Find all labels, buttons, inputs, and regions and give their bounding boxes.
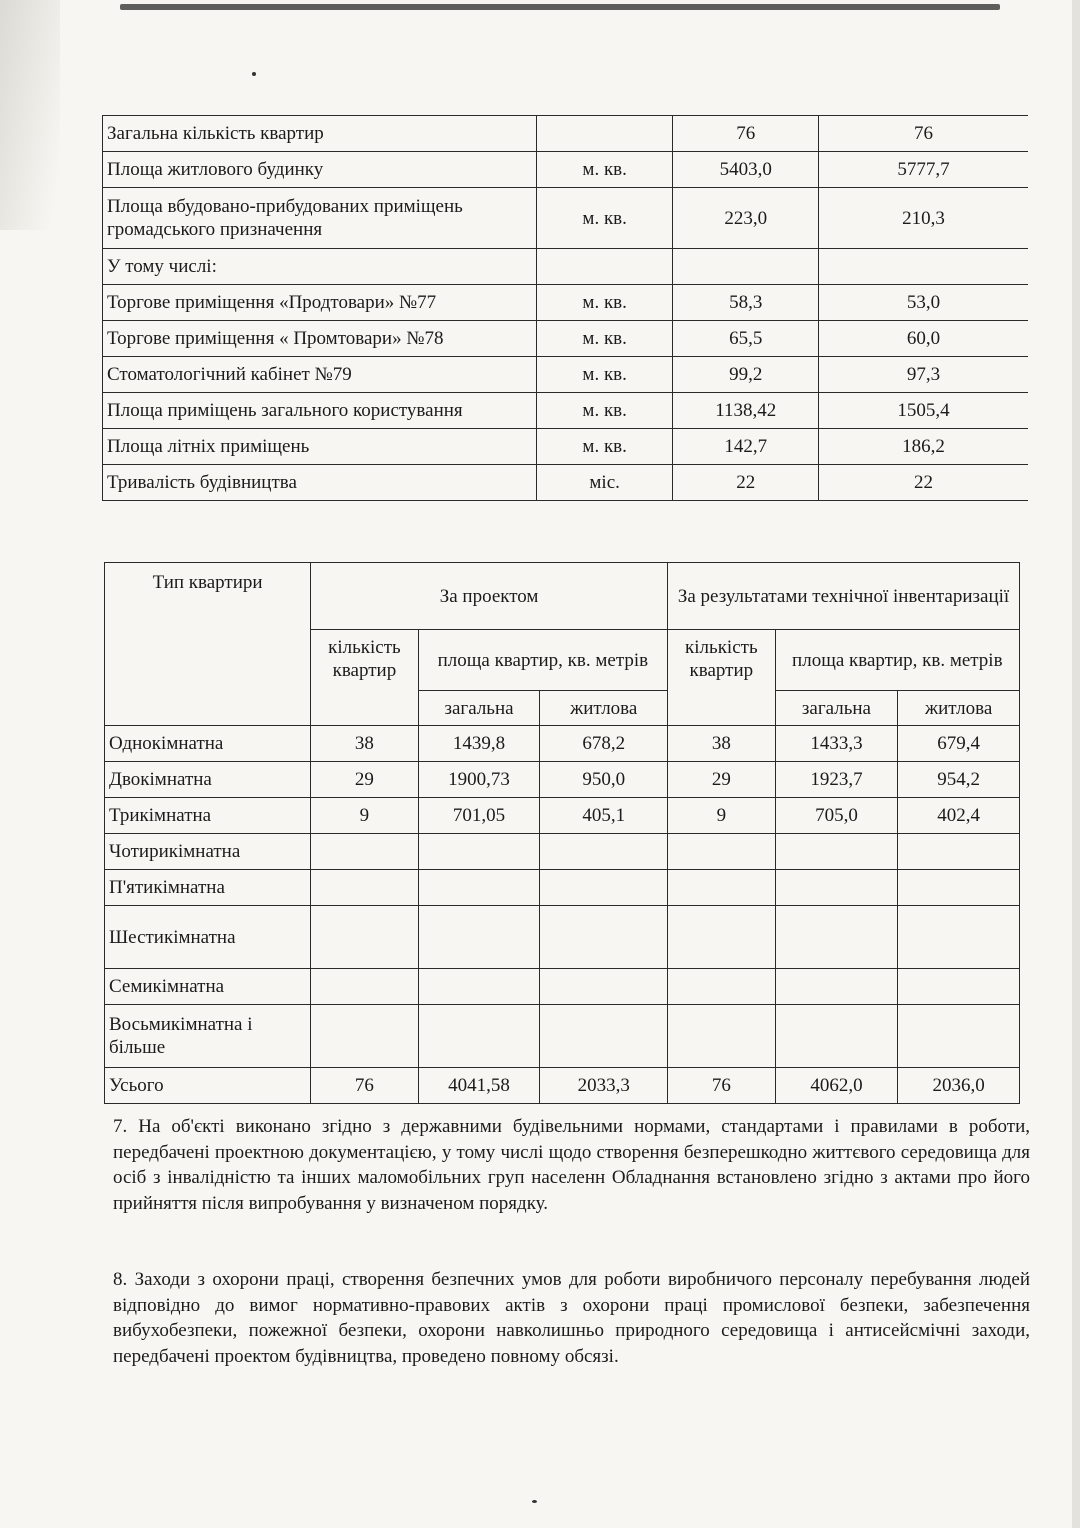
apartment-d-living	[540, 906, 668, 969]
table-row	[103, 116, 1029, 152]
apartment-d-living	[540, 870, 668, 906]
table-row	[105, 906, 1020, 969]
apartment-type: П'ятикімнатна	[105, 870, 311, 906]
apartment-a-living	[898, 969, 1020, 1005]
apartment-a-total	[775, 969, 898, 1005]
table-row	[103, 393, 1029, 429]
apartment-a-living	[898, 1005, 1020, 1068]
apartment-a-count	[668, 906, 776, 969]
indicator-design-value: 223,0	[673, 188, 819, 249]
table-row	[105, 969, 1020, 1005]
indicator-actual-value: 76	[819, 116, 1028, 152]
apartment-a-total: 1923,7	[775, 762, 898, 798]
header-inventory-count: кількість квартир	[668, 630, 776, 726]
indicator-design-value: 142,7	[673, 429, 819, 465]
table-row	[105, 834, 1020, 870]
table-row	[105, 870, 1020, 906]
apartment-d-total: 1439,8	[418, 726, 540, 762]
indicator-design-value: 1138,42	[673, 393, 819, 429]
indicator-name: У тому числі:	[103, 249, 537, 285]
indicator-name: Тривалість будівництва	[103, 465, 537, 501]
apartment-a-count: 9	[668, 798, 776, 834]
indicator-unit	[536, 116, 673, 152]
header-design-living: житлова	[540, 691, 668, 726]
apartment-a-living: 679,4	[898, 726, 1020, 762]
apartment-d-total: 1900,73	[418, 762, 540, 798]
apartment-type: Чотирикімнатна	[105, 834, 311, 870]
building-indicators-table	[102, 115, 1028, 501]
apartment-type: Шестикімнатна	[105, 906, 311, 969]
apartment-a-total	[775, 1005, 898, 1068]
apartment-d-living: 678,2	[540, 726, 668, 762]
header-design-area: площа квартир, кв. метрів	[418, 630, 667, 691]
scan-speck	[252, 72, 256, 76]
apartment-d-count	[311, 1005, 419, 1068]
table-row	[105, 726, 1020, 762]
table-row	[105, 762, 1020, 798]
apartment-a-total	[775, 834, 898, 870]
table-header-row	[105, 563, 1020, 630]
indicator-unit: міс.	[536, 465, 673, 501]
apartment-a-count	[668, 870, 776, 906]
apartment-a-living	[898, 870, 1020, 906]
apartment-a-living: 954,2	[898, 762, 1020, 798]
indicator-design-value: 99,2	[673, 357, 819, 393]
table-row	[103, 188, 1029, 249]
apartment-a-count: 76	[668, 1068, 776, 1104]
header-inventory-area: площа квартир, кв. метрів	[775, 630, 1019, 691]
apartment-d-living	[540, 834, 668, 870]
apartment-d-count	[311, 870, 419, 906]
table-row	[103, 429, 1029, 465]
table-row	[103, 249, 1029, 285]
apartment-d-count	[311, 969, 419, 1005]
header-design-total: загальна	[418, 691, 540, 726]
indicator-name: Торгове приміщення «Продтовари» №77	[103, 285, 537, 321]
apartment-a-count: 38	[668, 726, 776, 762]
indicator-actual-value: 1505,4	[819, 393, 1028, 429]
indicator-name: Площа літніх приміщень	[103, 429, 537, 465]
apartment-d-total	[418, 870, 540, 906]
apartment-a-living: 402,4	[898, 798, 1020, 834]
header-design: За проектом	[311, 563, 668, 630]
apartment-d-living: 2033,3	[540, 1068, 668, 1104]
apartment-a-total	[775, 906, 898, 969]
apartment-type: Семикімнатна	[105, 969, 311, 1005]
indicator-design-value: 22	[673, 465, 819, 501]
indicator-actual-value: 60,0	[819, 321, 1028, 357]
apartment-d-total: 701,05	[418, 798, 540, 834]
scan-speck	[532, 1500, 537, 1503]
indicator-design-value: 76	[673, 116, 819, 152]
indicator-unit: м. кв.	[536, 429, 673, 465]
apartment-a-count	[668, 1005, 776, 1068]
apartment-type: Усього	[105, 1068, 311, 1104]
indicator-design-value: 65,5	[673, 321, 819, 357]
apartment-type: Однокімнатна	[105, 726, 311, 762]
apartment-d-living	[540, 969, 668, 1005]
table-row	[105, 798, 1020, 834]
apartment-type: Восьмикімнатна і більше	[105, 1005, 311, 1068]
indicator-unit	[536, 249, 673, 285]
indicator-actual-value	[819, 249, 1028, 285]
apartment-d-total	[418, 1005, 540, 1068]
apartment-d-count: 9	[311, 798, 419, 834]
indicator-unit: м. кв.	[536, 188, 673, 249]
indicator-actual-value: 5777,7	[819, 152, 1028, 188]
apartment-a-living: 2036,0	[898, 1068, 1020, 1104]
apartments-table	[104, 562, 1020, 1104]
apartment-a-total: 1433,3	[775, 726, 898, 762]
apartment-a-count: 29	[668, 762, 776, 798]
apartment-a-total: 705,0	[775, 798, 898, 834]
apartment-d-living	[540, 1005, 668, 1068]
indicator-actual-value: 53,0	[819, 285, 1028, 321]
indicator-unit: м. кв.	[536, 393, 673, 429]
table-row	[103, 285, 1029, 321]
apartment-type: Двокімнатна	[105, 762, 311, 798]
apartment-d-count	[311, 834, 419, 870]
header-design-count: кількість квартир	[311, 630, 419, 726]
indicator-unit: м. кв.	[536, 285, 673, 321]
indicator-name: Площа житлового будинку	[103, 152, 537, 188]
apartment-a-total: 4062,0	[775, 1068, 898, 1104]
indicator-design-value	[673, 249, 819, 285]
apartment-a-living	[898, 906, 1020, 969]
apartment-d-total	[418, 969, 540, 1005]
indicator-unit: м. кв.	[536, 357, 673, 393]
indicator-name: Площа вбудовано-прибудованих приміщень громадського призначення	[103, 188, 537, 249]
header-inventory-living: житлова	[898, 691, 1020, 726]
apartment-a-count	[668, 834, 776, 870]
apartment-d-total: 4041,58	[418, 1068, 540, 1104]
indicator-design-value: 58,3	[673, 285, 819, 321]
indicator-name: Торгове приміщення « Промтовари» №78	[103, 321, 537, 357]
indicator-actual-value: 97,3	[819, 357, 1028, 393]
table-row	[105, 1005, 1020, 1068]
scan-shadow	[0, 0, 60, 230]
paragraph-7: 7. На об'єкті виконано згідно з державними будівельними нормами, стандартами і правилами в роботи, передбачені проектною документацією, у тому числі щодо створення безперешкодно життєвого середовища для осіб з інвалідністю та інших маломобільних груп населенн Обладнання встановлено згідно з актами про його прийняття після випробування у визначеном порядку.	[113, 1116, 1030, 1214]
indicator-actual-value: 22	[819, 465, 1028, 501]
indicator-design-value: 5403,0	[673, 152, 819, 188]
indicator-unit: м. кв.	[536, 321, 673, 357]
indicator-name: Площа приміщень загального користування	[103, 393, 537, 429]
apartment-d-total	[418, 906, 540, 969]
indicator-name: Стоматологічний кабінет №79	[103, 357, 537, 393]
table-row	[103, 465, 1029, 501]
apartment-d-count: 76	[311, 1068, 419, 1104]
scan-right-edge	[1072, 0, 1080, 1528]
header-inventory-total: загальна	[775, 691, 898, 726]
indicator-unit: м. кв.	[536, 152, 673, 188]
apartment-d-total	[418, 834, 540, 870]
apartment-a-count	[668, 969, 776, 1005]
table-row	[103, 321, 1029, 357]
apartment-d-living: 405,1	[540, 798, 668, 834]
scan-top-edge	[120, 4, 1000, 10]
apartment-d-count: 38	[311, 726, 419, 762]
apartment-type: Трикімнатна	[105, 798, 311, 834]
apartment-d-living: 950,0	[540, 762, 668, 798]
apartment-d-count: 29	[311, 762, 419, 798]
apartment-a-living	[898, 834, 1020, 870]
indicator-name: Загальна кількість квартир	[103, 116, 537, 152]
header-inventory: За результатами технічної інвентаризації	[668, 563, 1020, 630]
paragraph-8: 8. Заходи з охорони праці, створення безпечних умов для роботи виробничого персоналу перебування людей відповідно до вимог нормативно-правових актів з охорони праці промислової безпеки, забезпечення вибухобезпеки, пожежної безпеки, охорони навколишньо природного середовища і антисейсмічні заходи, передбачені проектом будівництва, проведено повному обсязі.	[113, 1269, 1030, 1367]
header-apartment-type: Тип квартири	[105, 563, 311, 726]
indicator-actual-value: 186,2	[819, 429, 1028, 465]
apartment-a-total	[775, 870, 898, 906]
table-row	[105, 1068, 1020, 1104]
table-row	[103, 152, 1029, 188]
table-row	[103, 357, 1029, 393]
apartment-d-count	[311, 906, 419, 969]
indicator-actual-value: 210,3	[819, 188, 1028, 249]
